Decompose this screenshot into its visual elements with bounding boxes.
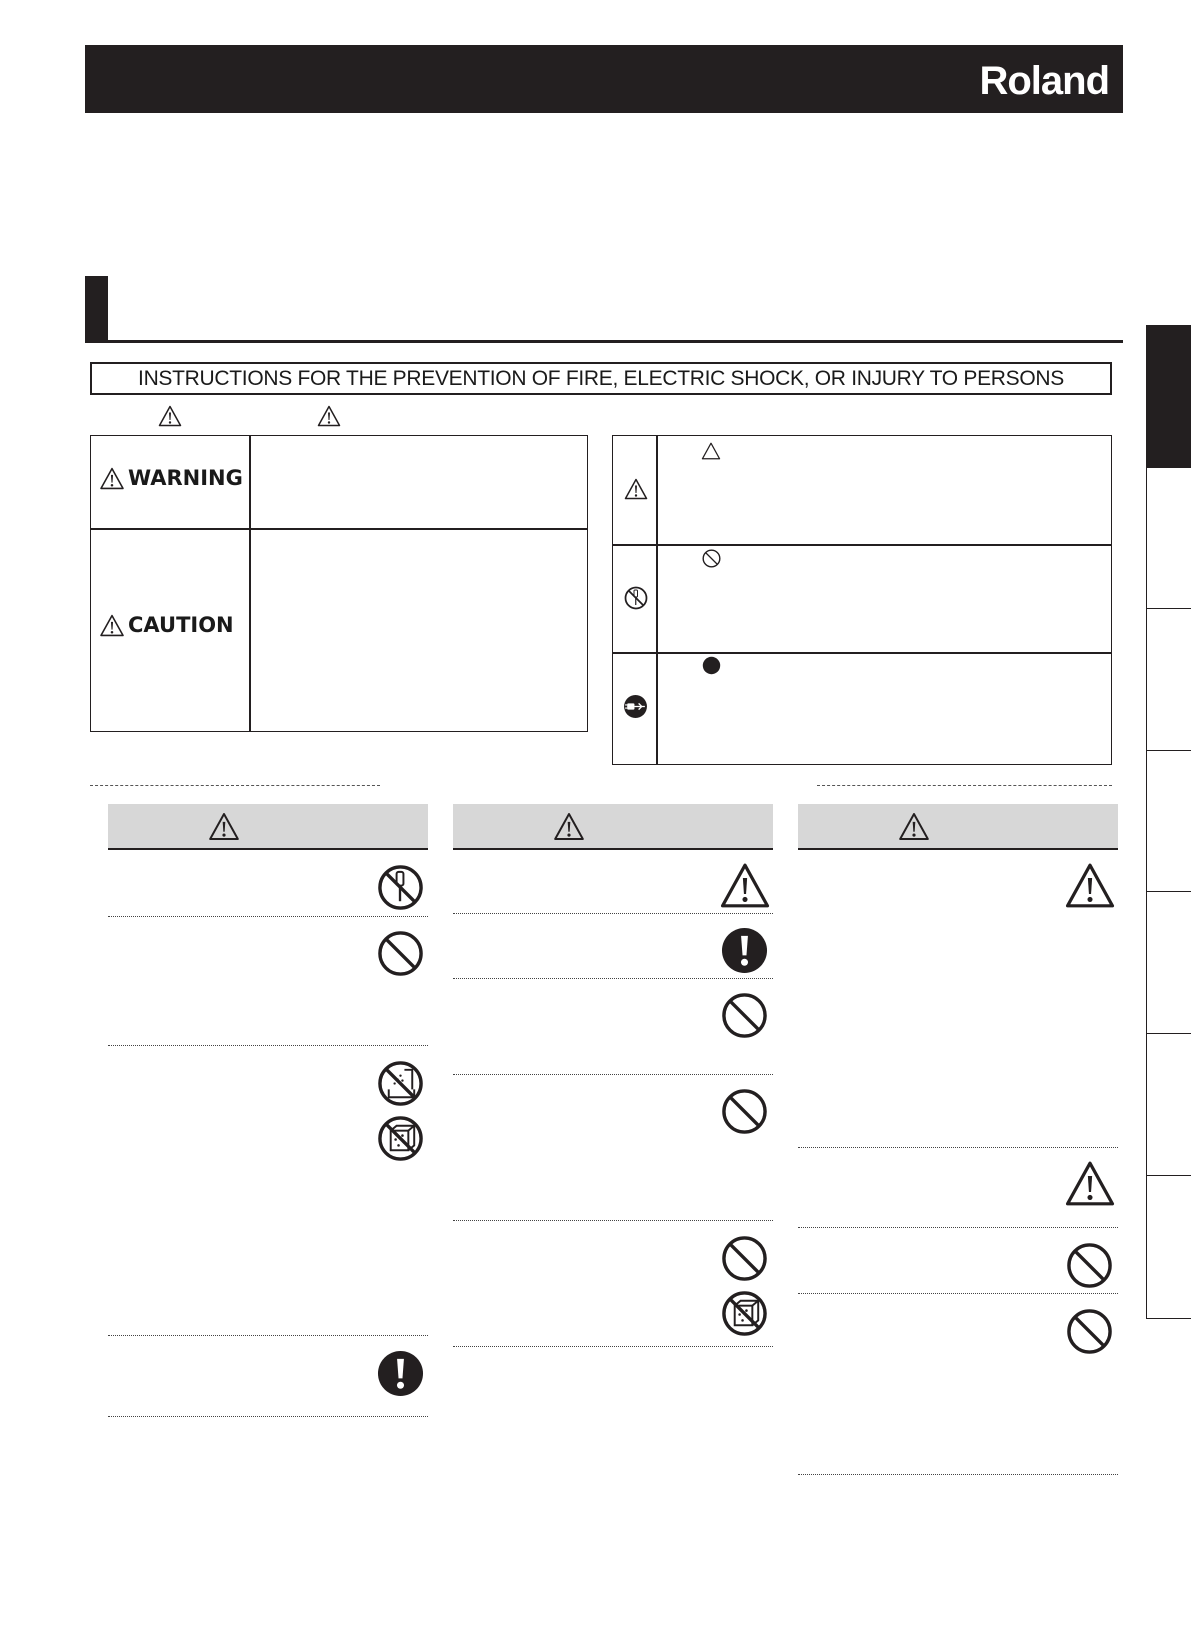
warning-label bbox=[99, 466, 243, 490]
item-divider bbox=[798, 1227, 1118, 1228]
mandatory-action-icon bbox=[377, 1350, 424, 1397]
item-divider bbox=[798, 1474, 1118, 1475]
side-tab-divider bbox=[1146, 1318, 1191, 1319]
warning-triangle-icon bbox=[553, 812, 585, 841]
filled-circle-icon bbox=[702, 656, 721, 675]
item-divider bbox=[453, 978, 773, 979]
header-bar bbox=[85, 45, 1123, 113]
caution-triangle-icon bbox=[701, 442, 721, 460]
item-divider bbox=[108, 916, 428, 917]
side-tab-border bbox=[1146, 325, 1147, 1319]
item-divider bbox=[453, 1220, 773, 1221]
unplug-icon bbox=[623, 694, 648, 719]
caution-triangle-icon bbox=[719, 862, 771, 909]
item-divider bbox=[798, 1293, 1118, 1294]
caution-text: CAUTION bbox=[128, 613, 234, 637]
section-rule bbox=[85, 340, 1123, 343]
dashed-rule bbox=[817, 785, 1112, 786]
electric-shock-triangle-icon bbox=[624, 478, 648, 500]
side-tab-divider bbox=[1146, 608, 1191, 609]
warning-caution-table bbox=[90, 435, 588, 732]
caution-triangle-icon bbox=[1064, 1160, 1116, 1207]
no-moisture-icon bbox=[377, 1115, 424, 1162]
item-divider bbox=[798, 1147, 1118, 1148]
caution-triangle-icon bbox=[99, 614, 125, 637]
warning-column-header bbox=[798, 804, 1118, 850]
caution-triangle-icon bbox=[1064, 862, 1116, 909]
prohibition-icon bbox=[377, 930, 424, 977]
warning-triangle-icon bbox=[208, 812, 240, 841]
do-not-disassemble-icon bbox=[624, 586, 648, 610]
item-divider bbox=[453, 1074, 773, 1075]
side-tab-active[interactable] bbox=[1146, 325, 1191, 468]
dashed-rule bbox=[90, 785, 380, 786]
roland-logo: Roland bbox=[979, 59, 1109, 103]
item-divider bbox=[108, 1416, 428, 1417]
side-tab-divider bbox=[1146, 891, 1191, 892]
warning-column-header bbox=[108, 804, 428, 850]
item-divider bbox=[108, 1045, 428, 1046]
warning-text: WARNING bbox=[128, 466, 243, 490]
section-marker bbox=[85, 276, 108, 343]
warning-triangle-icon bbox=[99, 467, 125, 490]
item-divider bbox=[453, 1346, 773, 1347]
item-divider bbox=[453, 913, 773, 914]
do-not-disassemble-icon bbox=[377, 864, 424, 911]
warning-column-header bbox=[453, 804, 773, 850]
no-moisture-icon bbox=[721, 1290, 768, 1337]
no-water-shower-icon bbox=[377, 1060, 424, 1107]
prohibition-circle-icon bbox=[702, 549, 721, 568]
prohibition-icon bbox=[721, 1235, 768, 1282]
item-divider bbox=[108, 1335, 428, 1336]
prohibition-icon bbox=[721, 1088, 768, 1135]
caution-label bbox=[99, 613, 234, 637]
side-tab-divider bbox=[1146, 750, 1191, 751]
warning-triangle-icon bbox=[898, 812, 930, 841]
prohibition-icon bbox=[721, 992, 768, 1039]
instructions-banner: INSTRUCTIONS FOR THE PREVENTION OF FIRE, ELECTRIC SHOCK, OR INJURY TO PERSONS bbox=[90, 362, 1112, 395]
warning-triangle-icon bbox=[316, 405, 342, 427]
prohibition-icon bbox=[1066, 1242, 1113, 1289]
side-tab-divider bbox=[1146, 1033, 1191, 1034]
symbol-explanation-table bbox=[612, 435, 1112, 765]
side-tab-divider bbox=[1146, 1175, 1191, 1176]
prohibition-icon bbox=[1066, 1308, 1113, 1355]
mandatory-action-icon bbox=[721, 927, 768, 974]
warning-triangle-icon bbox=[157, 405, 183, 427]
